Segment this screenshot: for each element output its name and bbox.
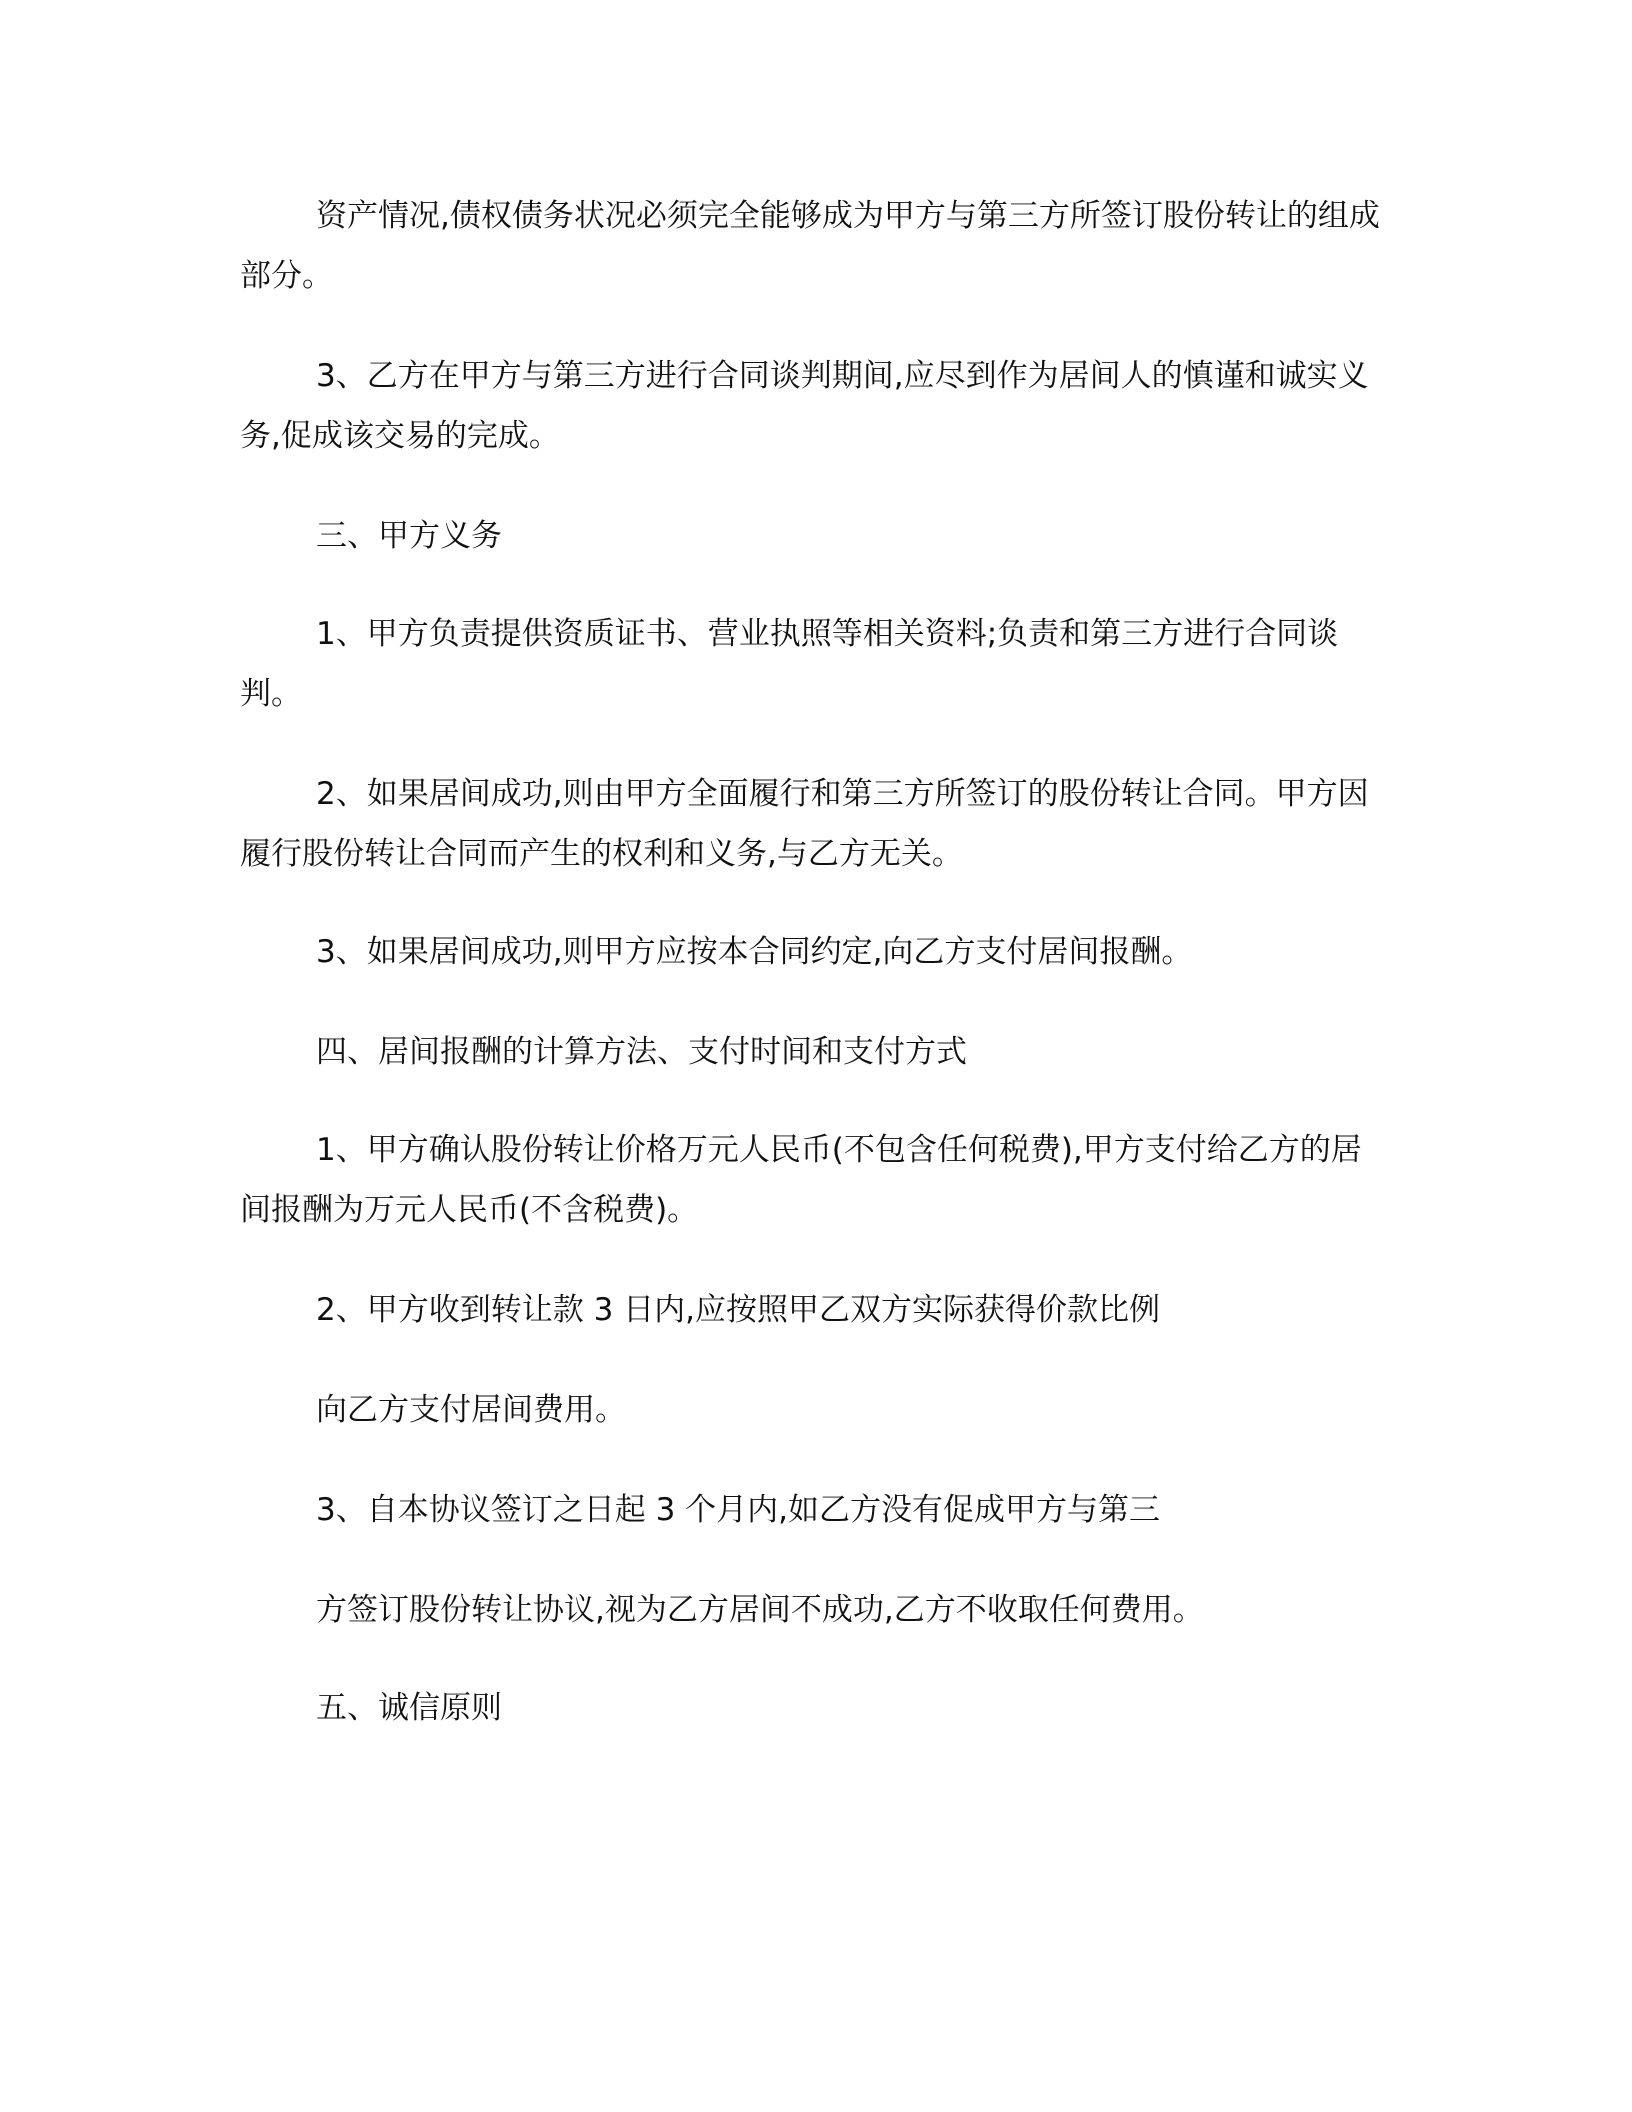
heading-commission: 四、居间报酬的计算方法、支付时间和支付方式 [316, 1034, 967, 1070]
paragraph-commission-1: 1、甲方确认股份转让价格万元人民币(不包含任何税费),甲方支付给乙方的居间报酬为万元人民币(不含税费)。 [240, 1132, 1362, 1228]
paragraph-commission-2b: 向乙方支付居间费用。 [316, 1392, 626, 1428]
heading-good-faith: 五、诚信原则 [316, 1690, 502, 1726]
paragraph-commission-2a: 2、甲方收到转让款 3 日内,应按照甲乙双方实际获得价款比例 [316, 1292, 1161, 1328]
paragraph-yi-duty-3: 3、乙方在甲方与第三方进行合同谈判期间,应尽到作为居间人的慎谨和诚实义务,促成该交易的完成。 [240, 358, 1369, 454]
paragraph-jia-duty-3: 3、如果居间成功,则甲方应按本合同约定,向乙方支付居间报酬。 [316, 934, 1193, 970]
paragraph-jia-duty-2: 2、如果居间成功,则由甲方全面履行和第三方所签订的股份转让合同。甲方因履行股份转让合同而产生的权利和义务,与乙方无关。 [240, 776, 1369, 872]
paragraph-assets: 资产情况,债权债务状况必须完全能够成为甲方与第三方所签订股份转让的组成部分。 [240, 198, 1380, 294]
heading-jia-obligations: 三、甲方义务 [316, 518, 502, 554]
paragraph-jia-duty-1: 1、甲方负责提供资质证书、营业执照等相关资料;负责和第三方进行合同谈判。 [240, 616, 1339, 712]
paragraph-commission-3a: 3、自本协议签订之日起 3 个月内,如乙方没有促成甲方与第三 [316, 1492, 1161, 1528]
paragraph-commission-3b: 方签订股份转让协议,视为乙方居间不成功,乙方不收取任何费用。 [316, 1592, 1204, 1628]
